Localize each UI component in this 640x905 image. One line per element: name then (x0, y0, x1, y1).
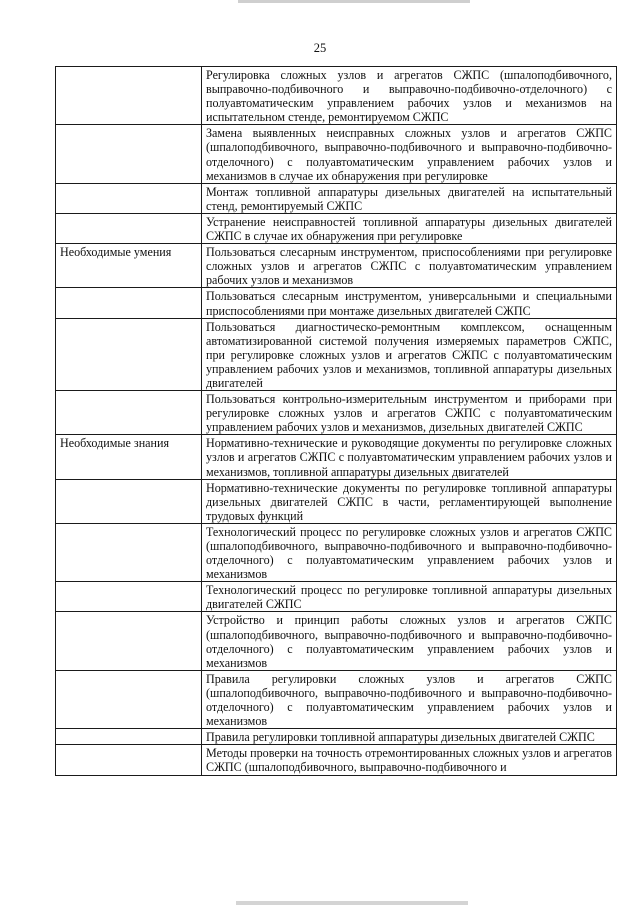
row-label (56, 729, 202, 745)
table-row (56, 612, 617, 670)
table-row (56, 670, 617, 728)
row-text: Правила регулировки сложных узлов и агрегатов СЖПС (шпалоподбивочного, выправочно-подбивочного и выправочно-подбивочно-отделочного) с полуавтоматическим управлением рабочих узлов и механизмов (202, 670, 617, 728)
table-row (56, 582, 617, 612)
row-text: Пользоваться диагностическо-ремонтным комплексом, оснащенным автоматизированной системой получения измеряемых параметров СЖПС, при регулировке сложных узлов и агрегатов СЖПС с полуавтоматическим управлением рабочих узлов и механизмов, топливной аппаратуры дизельных двигателей (202, 318, 617, 390)
table-row (56, 125, 617, 183)
row-label (56, 213, 202, 243)
row-text: Пользоваться контрольно-измерительным инструментом и приборами при регулировке сложных узлов и агрегатов СЖПС с полуавтоматическим управлением рабочих узлов и механизмов, дизельных двигателей СЖПС (202, 391, 617, 435)
row-text: Замена выявленных неисправных сложных узлов и агрегатов СЖПС (шпалоподбивочного, выправочно-подбивочного и выправочно-подбивочно-отделочного) с полуавтоматическим управлением рабочих узлов и механизмов в случае их обнаружения при регулировке (202, 125, 617, 183)
row-label (56, 125, 202, 183)
requirements-table (55, 66, 617, 776)
row-label (56, 479, 202, 523)
row-label (56, 612, 202, 670)
table-row (56, 729, 617, 745)
page-number: 25 (313, 41, 327, 55)
table-row (56, 288, 617, 318)
row-label (56, 318, 202, 390)
bottom-scan-edge (236, 901, 468, 905)
row-label (56, 67, 202, 125)
table-row (56, 391, 617, 435)
table-row (56, 183, 617, 213)
top-scan-edge (238, 0, 470, 3)
table-row (56, 244, 617, 288)
table-row (56, 523, 617, 581)
row-label (56, 288, 202, 318)
row-text: Технологический процесс по регулировке сложных узлов и агрегатов СЖПС (шпалоподбивочного, выправочно-подбивочного и выправочно-подбивочно-отделочного) с полуавтоматическим управлением рабочих узлов и механизмов (202, 523, 617, 581)
row-label (56, 523, 202, 581)
row-label (56, 670, 202, 728)
row-text: Пользоваться слесарным инструментом, универсальными и специальными приспособлениями при монтаже дизельных двигателей СЖПС (202, 288, 617, 318)
table-row (56, 67, 617, 125)
row-text: Пользоваться слесарным инструментом, приспособлениями при регулировке сложных узлов и агрегатов СЖПС с полуавтоматическим управлением рабочих узлов и механизмов (202, 244, 617, 288)
table-row (56, 479, 617, 523)
table-row (56, 213, 617, 243)
row-label (56, 745, 202, 775)
table-row (56, 435, 617, 479)
row-text: Методы проверки на точность отремонтированных сложных узлов и агрегатов СЖПС (шпалоподбивочного, выправочно-подбивочного и (202, 745, 617, 775)
section-label-skills: Необходимые умения (56, 244, 202, 288)
row-text: Правила регулировки топливной аппаратуры дизельных двигателей СЖПС (202, 729, 617, 745)
row-label (56, 582, 202, 612)
table-row (56, 745, 617, 775)
row-text: Монтаж топливной аппаратуры дизельных двигателей на испытательный стенд, ремонтируемый СЖПС (202, 183, 617, 213)
section-label-knowledge: Необходимые знания (56, 435, 202, 479)
row-text: Технологический процесс по регулировке топливной аппаратуры дизельных двигателей СЖПС (202, 582, 617, 612)
row-text: Устройство и принцип работы сложных узлов и агрегатов СЖПС (шпалоподбивочного, выправочно-подбивочного и выправочно-подбивочно-отделочного) с полуавтоматическим управлением рабочих узлов и механизмов (202, 612, 617, 670)
table-row (56, 318, 617, 390)
row-text: Нормативно-технические документы по регулировке топливной аппаратуры дизельных двигателей СЖПС в части, регламентирующей выполнение трудовых функций (202, 479, 617, 523)
row-text: Нормативно-технические и руководящие документы по регулировке сложных узлов и агрегатов СЖПС с полуавтоматическим управлением рабочих узлов и механизмов, топливной аппаратуры дизельных двигателей (202, 435, 617, 479)
row-text: Регулировка сложных узлов и агрегатов СЖПС (шпалоподбивочного, выправочно-подбивочного и выправочно-подбивочно-отделочного) с полуавтоматическим управлением рабочих узлов и механизмов на испытательном стенде, ремонтируемом СЖПС (202, 67, 617, 125)
row-label (56, 183, 202, 213)
row-text: Устранение неисправностей топливной аппаратуры дизельных двигателей СЖПС в случае их обнаружения при регулировке (202, 213, 617, 243)
row-label (56, 391, 202, 435)
